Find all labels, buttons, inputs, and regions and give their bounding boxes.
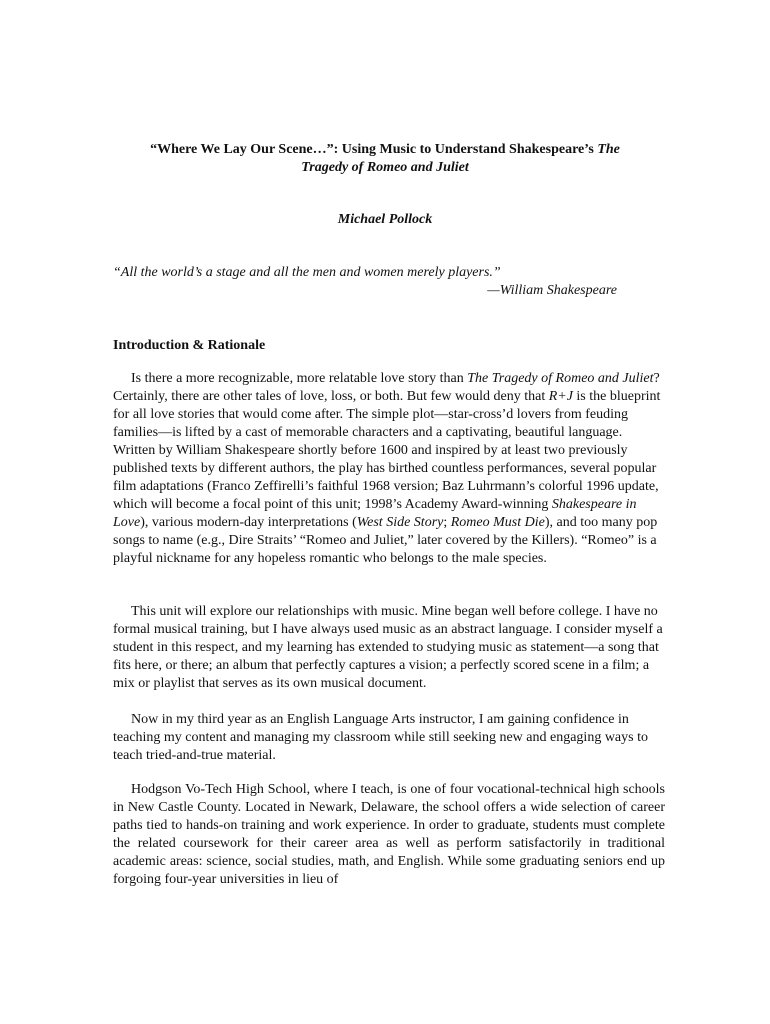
epigraph <box>113 264 617 300</box>
p1-italic-2: R+J <box>548 389 573 404</box>
p1-italic-1: The Tragedy of Romeo and Juliet <box>467 371 654 386</box>
p1-italic-5: Romeo Must Die <box>450 515 545 530</box>
p1-text-6: ), and too many pop songs to name (e.g., Dire Straits’ “Romeo and Juliet,” later covered by the Killers). “Romeo” is a playful nickname for any hopeless romantic who belongs to the male species. <box>113 515 658 566</box>
title-line1-italic: The <box>597 142 620 157</box>
epigraph-quote: “All the world’s a stage and all the men and women merely players.” <box>113 265 501 280</box>
title-line1: “Where We Lay Our Scene…”: Using Music to Understand Shakespeare’s <box>150 142 598 157</box>
p1-text-3: is the blueprint for all love stories that would come after. The simple plot—star-cross’d lovers from feuding families—is lifted by a cast of memorable characters and a captivating, beautiful language. Written by William Shakespeare shortly before 1600 and inspired by at least two previously published texts by different authors, the play has birthed countless performances, several popular film adaptations (Franco Zeffirelli’s faithful 1968 version; Baz Luhrmann’s colorful 1996 update, which will become a focal point of this unit; 1998’s Academy Award-winning <box>113 389 661 512</box>
p1-text-4: ), various modern-day interpretations ( <box>140 515 357 530</box>
paragraph-3: Now in my third year as an English Language Arts instructor, I am gaining confidence in teaching my content and managing my classroom while still seeking new and engaging ways to teach tried-and-true material. <box>113 712 648 763</box>
section-heading: Introduction & Rationale <box>113 338 266 353</box>
paragraph-4: Hodgson Vo-Tech High School, where I teach, is one of four vocational-technical high schools in New Castle County. Located in Newark, Delaware, the school offers a wide selection of career paths tied to hands-on training and work experience. In order to graduate, students must complete the related coursework for their career area as well as perform satisfactorily in traditional academic areas: science, social studies, math, and English. While some graduating seniors end up forgoing four-year universities in lieu of <box>113 782 665 887</box>
p1-italic-3: Shakespeare in Love <box>113 497 637 530</box>
p1-italic-4: West Side Story <box>356 515 444 530</box>
epigraph-attribution: —William Shakespeare <box>487 283 617 298</box>
p1-text-5: ; <box>443 515 451 530</box>
p1-text-1: Is there a more recognizable, more relatable love story than <box>131 371 468 386</box>
p1-text-2: ? Certainly, there are other tales of love, loss, or both. But few would deny that <box>113 371 660 404</box>
paragraph-1 <box>113 370 665 568</box>
paragraph-2: This unit will explore our relationships with music. Mine began well before college. I have no formal musical training, but I have always used music as an abstract language. I consider myself a student in this respect, and my learning has extended to studying music as statement—a song that fits here, or there; an album that perfectly captures a vision; a perfectly scored scene in a film; a mix or playlist that serves as its own musical document. <box>113 604 663 691</box>
title-line2-italic: Tragedy of Romeo and Juliet <box>301 160 469 175</box>
document-title <box>100 141 670 177</box>
author-name: Michael Pollock <box>337 212 433 227</box>
